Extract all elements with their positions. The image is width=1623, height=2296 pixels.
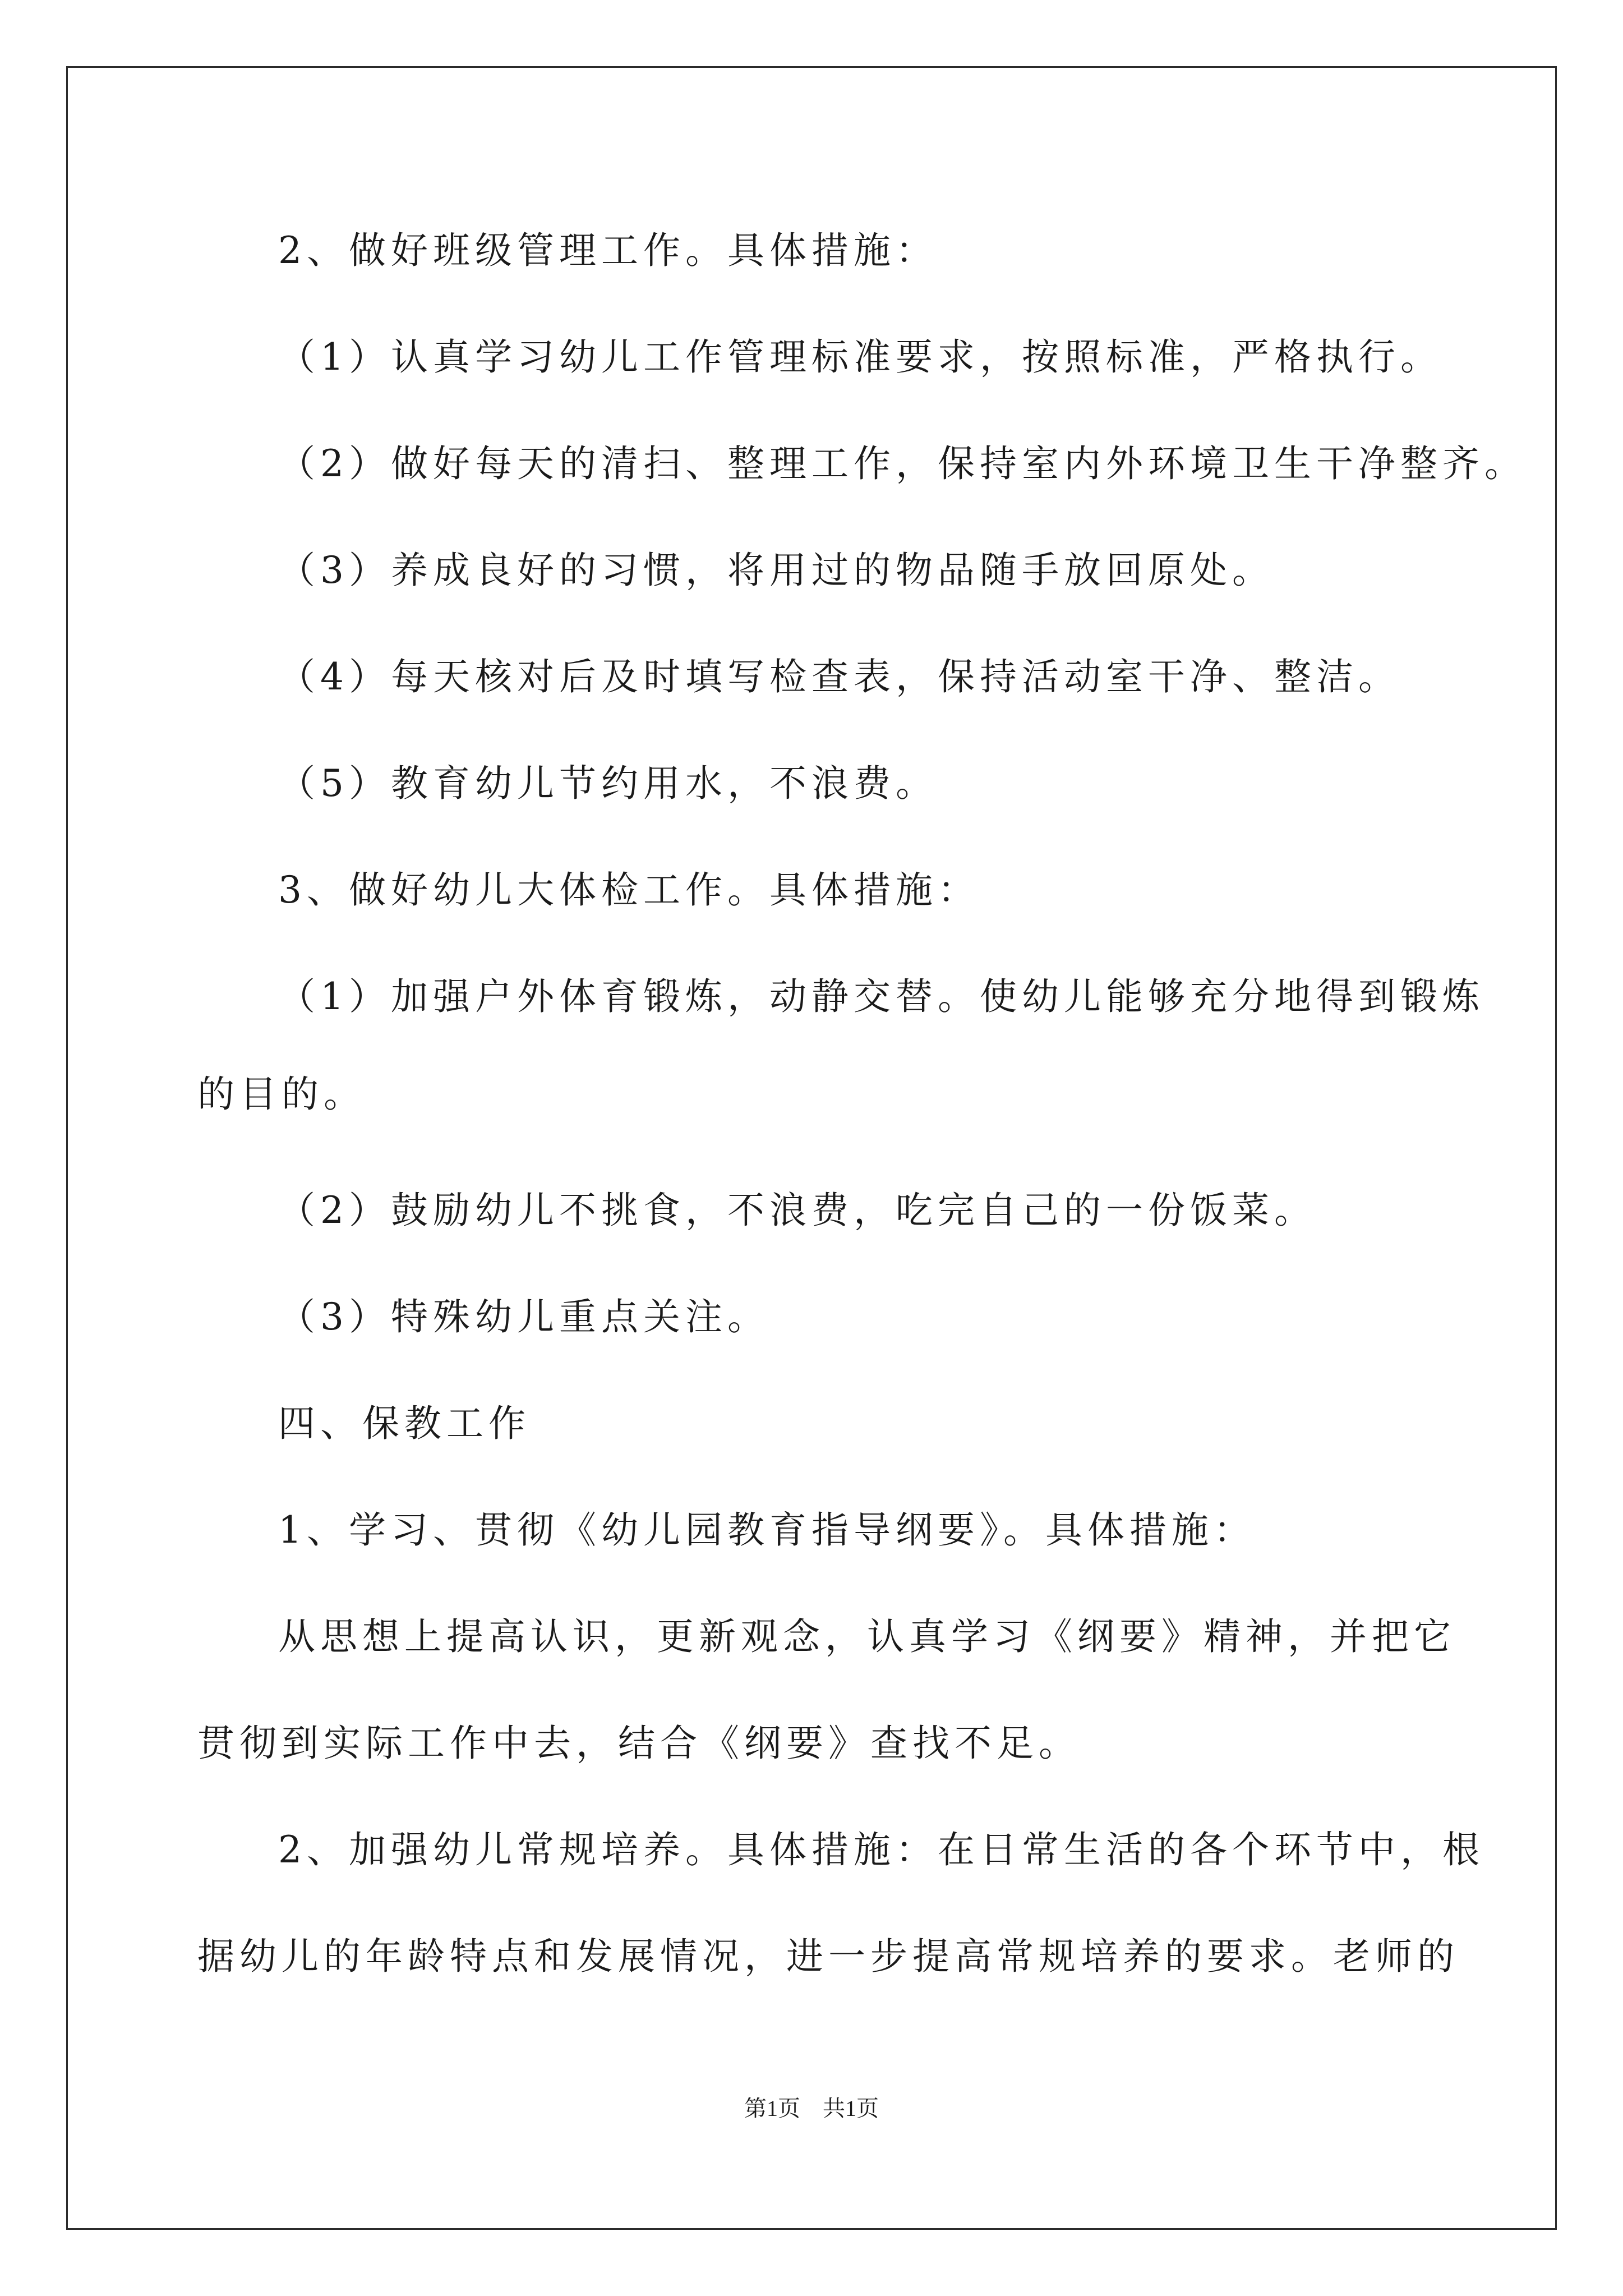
list-item-line: （1）认真学习幼儿工作管理标准要求，按照标准，严格执行。 xyxy=(278,335,1442,379)
heading-class-management: 2、做好班级管理工作。具体措施： xyxy=(278,229,938,272)
list-item-line: （5）教育幼儿节约用水，不浪费。 xyxy=(278,762,938,805)
paragraph-line: 从思想上提高认识，更新观念，认真学习《纲要》精神，并把它 xyxy=(278,1615,1456,1658)
paragraph-line: 贯彻到实际工作中去，结合《纲要》查找不足。 xyxy=(197,1722,1081,1765)
heading-health-check: 3、做好幼儿大体检工作。具体措施： xyxy=(278,868,980,912)
paragraph-line: 据幼儿的年龄特点和发展情况，进一步提高常规培养的要求。老师的 xyxy=(197,1935,1459,1978)
paragraph-line: 2、加强幼儿常规培养。具体措施：在日常生活的各个环节中，根 xyxy=(278,1828,1484,1871)
list-item-line: （2）鼓励幼儿不挑食，不浪费，吃完自己的一份饭菜。 xyxy=(278,1189,1316,1232)
list-item-line: （3）特殊幼儿重点关注。 xyxy=(278,1295,769,1338)
page-number-footer: 第1页 共1页 xyxy=(744,2096,879,2121)
heading-study-outline: 1、学习、贯彻《幼儿园教育指导纲要》。具体措施： xyxy=(278,1508,1256,1552)
list-item-line: （4）每天核对后及时填写检查表，保持活动室干净、整洁。 xyxy=(278,655,1400,698)
list-item-line: （3）养成良好的习惯，将用过的物品随手放回原处。 xyxy=(278,549,1274,592)
list-item-line: （2）做好每天的清扫、整理工作，保持室内外环境卫生干净整齐。 xyxy=(278,442,1527,485)
section-heading-childcare: 四、保教工作 xyxy=(278,1402,531,1445)
list-item-continuation: 的目的。 xyxy=(197,1073,366,1116)
list-item-line: （1）加强户外体育锻炼，动静交替。使幼儿能够充分地得到锻炼 xyxy=(278,975,1484,1018)
